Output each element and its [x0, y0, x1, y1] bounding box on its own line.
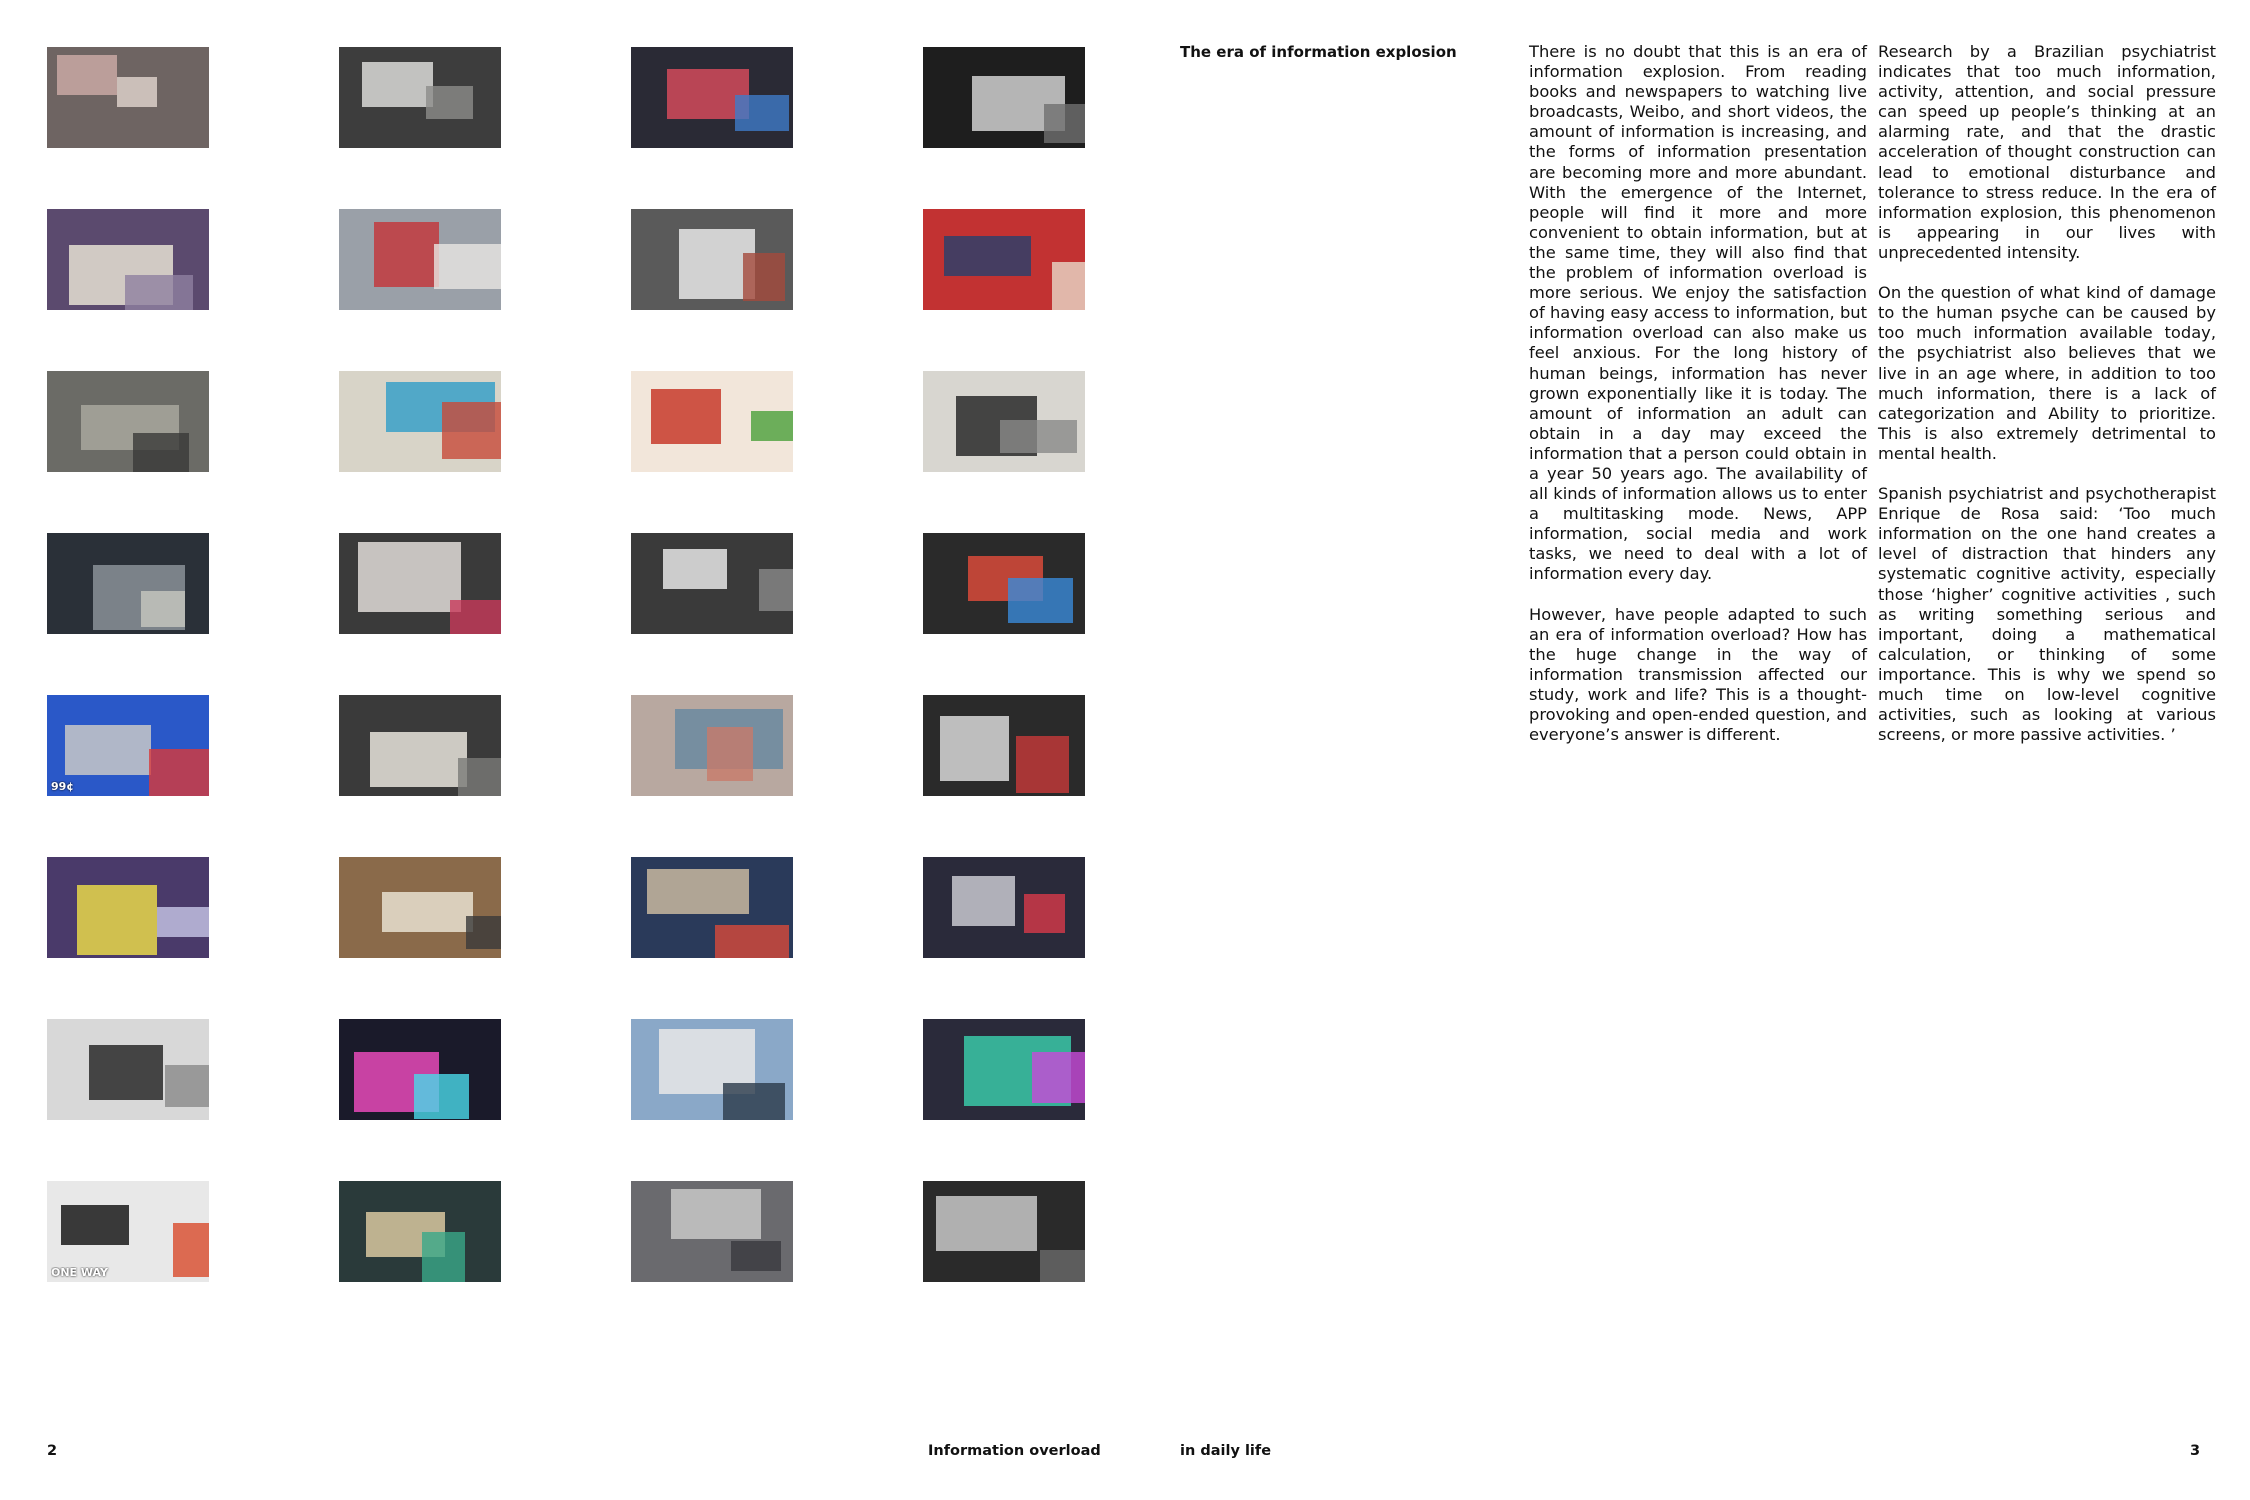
photo-shape [731, 1241, 781, 1271]
photo-caption: 99¢ [51, 781, 74, 793]
right-running-title: in daily life [1180, 1443, 1272, 1459]
photo-shape [1032, 1052, 1085, 1103]
photo-shape [944, 236, 1031, 276]
photo-thumbnail [923, 371, 1085, 472]
photo-thumbnail [923, 1181, 1085, 1282]
photo-thumbnail [631, 533, 793, 634]
photo-shape [743, 253, 785, 301]
photo-shape [1016, 736, 1069, 793]
photo-thumbnail [47, 695, 209, 796]
photo-shape [735, 95, 789, 131]
photo-shape [133, 433, 189, 472]
photo-thumbnail [47, 533, 209, 634]
paragraph: Research by a Brazilian psychiatrist indicates that too much information, activity, attention, and social pressure can speed up people’s thinking at an alarming rate, and that the drastic acceleration of thought construction can lead to emotional disturbance and tolerance to stress reduce. In the era of information explosion, this phenomenon is appearing in our lives with unprecedented intensity. [1878, 42, 2216, 262]
photo-thumbnail [339, 1181, 501, 1282]
paragraph: However, have people adapted to such an era of information overload? How has the huge change in the way of information transmission affected our study, work and life? This is a thought-provoking and open-ended question, and everyone’s answer is different. [1529, 604, 1867, 745]
photo-thumbnail [339, 533, 501, 634]
photo-thumbnail [47, 209, 209, 310]
photo-shape [414, 1074, 469, 1119]
photo-shape [466, 916, 501, 949]
photo-thumbnail [47, 371, 209, 472]
photo-thumbnail [923, 533, 1085, 634]
photo-thumbnail [339, 209, 501, 310]
photo-shape [1024, 894, 1065, 933]
photo-thumbnail [923, 209, 1085, 310]
photo-shape [65, 725, 151, 775]
photo-shape [1052, 262, 1085, 310]
photo-shape [422, 1232, 465, 1282]
photo-shape [715, 925, 789, 958]
photo-shape [940, 716, 1009, 781]
photo-thumbnail [47, 47, 209, 148]
photo-thumbnail [47, 1019, 209, 1120]
photo-shape [1044, 104, 1085, 143]
photo-thumbnail [631, 1019, 793, 1120]
photo-thumbnail [339, 857, 501, 958]
right-page-number: 3 [2190, 1443, 2201, 1459]
photo-shape [358, 542, 461, 612]
photo-shape [651, 389, 721, 444]
photo-shape [61, 1205, 129, 1245]
photo-shape [1008, 578, 1073, 623]
photo-shape [157, 907, 209, 937]
photo-thumbnail [923, 857, 1085, 958]
photo-caption: ONE WAY [51, 1267, 108, 1279]
photo-shape [647, 869, 749, 914]
photo-thumbnail [631, 209, 793, 310]
photo-shape [125, 275, 193, 310]
photo-shape [434, 244, 501, 289]
photo-shape [458, 758, 501, 796]
photo-thumbnail [47, 857, 209, 958]
photo-thumbnail [631, 371, 793, 472]
photo-shape [374, 222, 439, 287]
left-page-number: 2 [47, 1443, 58, 1459]
photo-shape [671, 1189, 761, 1239]
photo-shape [370, 732, 467, 787]
paragraph: On the question of what kind of damage to the human psyche can be caused by too much information available today, the psychiatrist also believes that we live in an age where, in addition to too much information, there is a lack of categorization and Ability to prioritize. This is also extremely detrimental to mental health. [1878, 283, 2216, 463]
photo-shape [426, 86, 473, 119]
section-title: The era of information explosion [1180, 43, 1457, 61]
photo-shape [89, 1045, 163, 1100]
photo-thumbnail [631, 47, 793, 148]
photo-thumbnail [631, 857, 793, 958]
photo-thumbnail [47, 1181, 209, 1282]
paragraph: There is no doubt that this is an era of information explosion. From reading books and newspapers to watching live broadcasts, Weibo, and short videos, the amount of information is increasing, and the forms of information presentation are becoming more and more abundant. With the emergence of the Internet, people will find it more and more convenient to obtain information, but at the same time, they will also find that the problem of information overload is more serious. We enjoy the satisfaction of having easy access to information, but information overload can also make us feel anxious. For the long history of human beings, information has never grown exponentially like it is today. The amount of information an adult can obtain in a day may exceed the information that a person could obtain in a year 50 years ago. The availability of all kinds of information allows us to enter a multitasking mode. News, APP information, social media and work tasks, we need to deal with a lot of information every day. [1529, 42, 1867, 584]
photo-shape [362, 62, 433, 107]
photo-shape [442, 402, 501, 459]
photo-shape [1000, 420, 1077, 453]
photo-shape [450, 600, 501, 634]
photo-shape [141, 591, 185, 627]
photo-shape [936, 1196, 1037, 1251]
photo-shape [952, 876, 1015, 926]
photo-shape [382, 892, 473, 932]
photo-shape [77, 885, 157, 955]
photo-thumbnail [923, 47, 1085, 148]
photo-shape [759, 569, 793, 611]
photo-thumbnail [339, 371, 501, 472]
left-running-title: Information overload [928, 1443, 1101, 1459]
photo-thumbnail [631, 695, 793, 796]
photo-shape [1040, 1250, 1085, 1282]
photo-shape [723, 1083, 785, 1120]
text-column-2 [1878, 42, 2216, 765]
photo-thumbnail [339, 1019, 501, 1120]
photo-thumbnail [923, 695, 1085, 796]
photo-shape [751, 411, 793, 441]
photo-shape [117, 77, 157, 107]
photo-thumbnail [923, 1019, 1085, 1120]
photo-shape [707, 727, 753, 781]
photo-thumbnail [339, 47, 501, 148]
photo-shape [165, 1065, 209, 1107]
paragraph: Spanish psychiatrist and psychotherapist Enrique de Rosa said: ‘Too much information on the one hand creates a level of distraction that hinders any systematic cognitive activity, especially those ‘higher’ cognitive activities , such as writing something serious and important, doing a mathematical calculation, or thinking of some importance. This is why we spend so much time on low-level cognitive activities, such as looking at various screens, or more passive activities. ’ [1878, 484, 2216, 745]
photo-thumbnail [339, 695, 501, 796]
text-column-1 [1529, 42, 1867, 765]
photo-shape [57, 55, 117, 95]
photo-shape [663, 549, 727, 589]
photo-thumbnail [631, 1181, 793, 1282]
